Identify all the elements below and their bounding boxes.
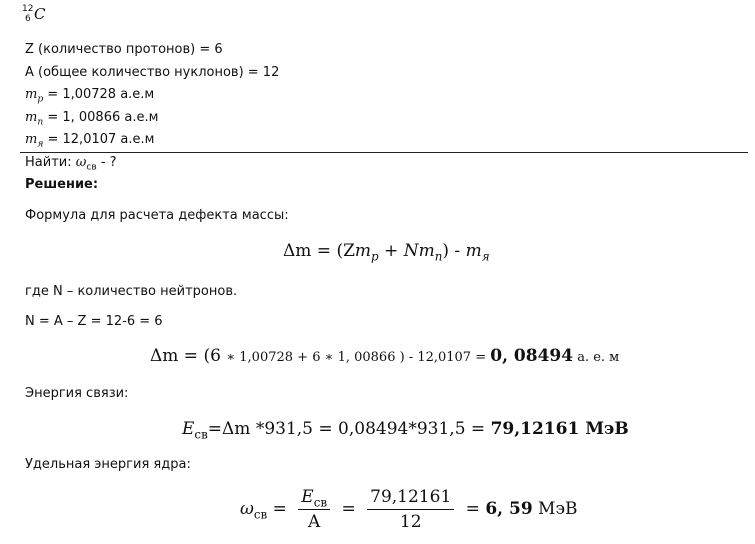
atomic-number: 6 xyxy=(25,14,31,24)
element-symbol: C xyxy=(34,5,46,23)
fraction1-numerator xyxy=(298,487,330,510)
proton-mass-value: = 1,00728 а.е.м xyxy=(43,87,155,102)
a-line: A (общее количество нуклонов) = 12 xyxy=(25,65,280,80)
nucleus-mass-line xyxy=(25,132,154,148)
formula-plus: + N xyxy=(378,241,419,261)
proton-mass-sub: p xyxy=(37,94,44,105)
divider-line xyxy=(20,152,748,153)
specific-omega: ω xyxy=(240,499,254,519)
mass-defect-formula xyxy=(283,241,490,264)
z-line: Z (количество протонов) = 6 xyxy=(25,42,223,57)
binding-e: E xyxy=(182,419,195,439)
neutron-mass-line xyxy=(25,110,158,126)
formula-intro: Формула для расчета дефекта массы: xyxy=(25,208,289,223)
find-symbol: ω xyxy=(75,155,87,170)
specific-energy-calculation xyxy=(240,487,577,532)
formula-s1: p xyxy=(371,249,379,264)
nucleus-mass-value: = 12,0107 а.е.м xyxy=(43,132,155,147)
neutron-mass-symbol: m xyxy=(25,110,38,125)
where-text: где N – количество нейтронов. xyxy=(25,284,238,299)
specific-unit: МэВ xyxy=(532,499,578,519)
specific-result: 6, 59 xyxy=(485,499,533,519)
formula-s3: я xyxy=(481,249,490,264)
find-sub: св xyxy=(86,162,97,173)
fraction-values xyxy=(367,487,454,532)
specific-energy-label: Удельная энергия ядра: xyxy=(25,457,191,472)
nucleus-mass-symbol: m xyxy=(25,132,38,147)
proton-mass-line xyxy=(25,87,154,103)
nucleus-mass-sub: я xyxy=(37,139,44,150)
binding-energy-calculation xyxy=(182,419,629,442)
defect-calculation xyxy=(150,346,619,366)
fraction2-numerator: 79,12161 xyxy=(367,487,454,510)
neutron-mass-value: = 1, 00866 а.е.м xyxy=(43,110,159,125)
nuclide-symbol xyxy=(22,4,45,24)
fraction1-e: E xyxy=(301,487,314,507)
fraction1-denominator: A xyxy=(308,512,321,532)
defect-expression: ∗ 1,00728 + 6 ∗ 1, 00866 ) - 12,0107 = xyxy=(226,350,491,365)
specific-omega-sub: св xyxy=(253,507,268,522)
specific-eq2: = xyxy=(341,499,356,519)
defect-result: 0, 08494 xyxy=(490,346,574,366)
specific-eq1: = xyxy=(272,499,287,519)
mass-number: 12 xyxy=(22,4,34,14)
find-line xyxy=(25,155,117,171)
fraction1-e-sub: св xyxy=(313,495,328,510)
defect-lhs: Δm = (6 xyxy=(150,346,227,366)
binding-e-sub: св xyxy=(194,427,208,442)
specific-eq3: = xyxy=(465,499,486,519)
fraction-energy-over-a xyxy=(298,487,330,532)
defect-unit: а. е. м xyxy=(573,350,620,365)
formula-close: ) - xyxy=(442,241,466,261)
proton-mass-symbol: m xyxy=(25,87,38,102)
solution-heading: Решение: xyxy=(25,177,99,192)
binding-result: 79,12161 МэВ xyxy=(490,419,629,439)
neutron-mass-sub: n xyxy=(37,117,44,128)
n-calculation: N = A – Z = 12-6 = 6 xyxy=(25,314,163,329)
find-suffix: - ? xyxy=(96,155,117,170)
binding-rest: =Δm *931,5 = 0,08494*931,5 = xyxy=(207,419,491,439)
formula-m2: m xyxy=(418,241,435,261)
fraction2-denominator: 12 xyxy=(399,512,422,532)
formula-lhs: Δm = (Z xyxy=(283,241,355,261)
formula-s2: n xyxy=(434,249,443,264)
formula-m1: m xyxy=(354,241,372,261)
formula-m3: m xyxy=(465,241,482,261)
find-label: Найти: xyxy=(25,155,76,170)
binding-energy-label: Энергия связи: xyxy=(25,386,129,401)
